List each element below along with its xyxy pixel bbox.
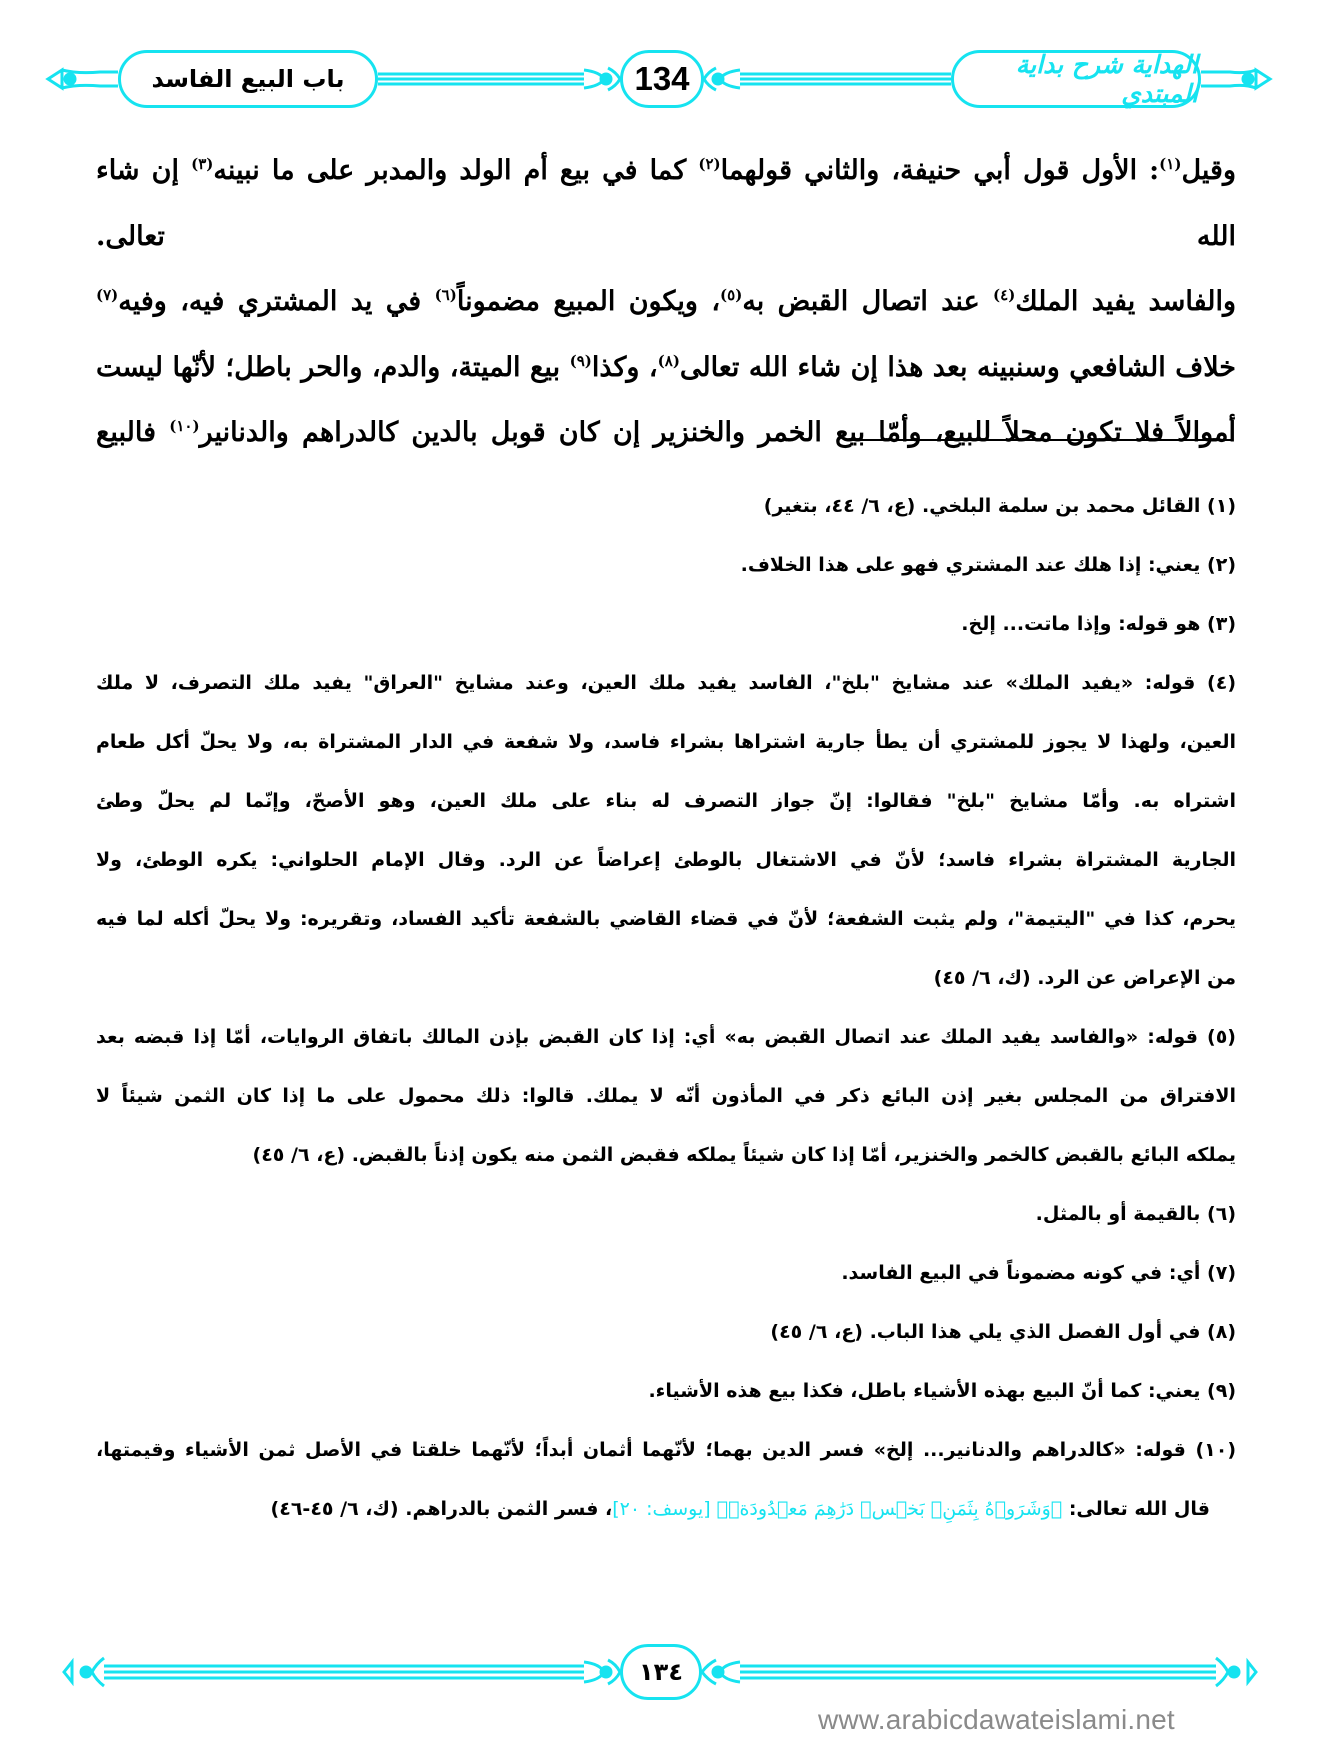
footnote-text: أي: في كونه مضموناً في البيع الفاسد. [841,1262,1201,1284]
page-number: 134 [634,60,690,97]
website-watermark: www.arabicdawateislami.net [818,1704,1175,1735]
footnote-label: قوله: «يفيد الملك» [1005,672,1196,694]
footnote-ref[interactable]: (٨) [657,351,680,370]
footnote-ref[interactable]: (٢) [698,155,721,173]
main-line: خلاف الشافعي وسنبينه بعد هذا إن شاء الله تعالى$^{(٨)}$، وكذا$^{(٩)}$ بيع الميتة، والدم، والحر باطل؛ لأنّها ليست [96,351,1236,383]
chapter-title-badge [118,50,378,108]
footnote-text: القائل محمد بن سلمة البلخي. (ع، ٦/ ٤٤، بتغير) [763,495,1201,517]
footnote-text: يعني: إذا هلك عند المشتري فهو على هذا الخلاف. [740,554,1201,576]
footnote-7 [96,1244,1236,1303]
footnote-ref[interactable]: (٤) [993,286,1016,304]
footnote-line: الافتراق من المجلس بغير إذن البائع ذكر في المأذون أنّه لا يملك. قالوا: ذلك محمول على ما إذا كان الثمن شيئاً لا [96,1085,1236,1107]
footnote-ref[interactable]: (٦) [434,286,457,304]
main-text [96,138,1236,466]
footnote-ref[interactable]: (٩) [569,351,592,370]
right-end-cap-icon [1256,70,1270,88]
footnote-6 [96,1185,1236,1244]
footnote-ref[interactable]: (٧) [96,286,119,304]
main-line: وقيل$^{(١)}$: الأول قول أبي حنيفة، والثاني قولهما$^{(٢)}$ كما في بيع أم الولد والمدبر على ما نبينه$^{(٣)}$ إن شاء الله تعالى. [96,155,1236,252]
footnote-2 [96,536,1236,595]
footnote-line: العين، ولهذا لا يجوز للمشتري أن يطأ جارية اشتراها بشراء فاسد، ولا شفعة في الدار المشتراة به، ولا يحلّ أكل طعام [96,731,1236,753]
footnote-number: (٣) [1207,613,1236,635]
footnote-4 [96,654,1236,1008]
footnote-text: فسر الدين بهما؛ لأنّهما أثمان أبداً؛ لأنّهما خلقتا في الأصل ثمن الأشياء وقيمتها، [96,1439,865,1461]
chapter-title: باب البيع الفاسد [151,65,345,93]
right-end-cap-icon [1248,1662,1256,1682]
footnotes [96,477,1236,1539]
footnote-text: عند مشايخ "بلخ"، الفاسد يفيد ملك العين، وعند مشايخ "العراق" يفيد ملك التصرف، لا ملك [96,672,994,694]
left-end-cap-icon [64,1662,72,1682]
footnote-10 [96,1421,1236,1539]
book-title-badge [951,50,1201,108]
footnote-number: (٩) [1207,1380,1236,1402]
footnote-text: يعني: كما أنّ البيع بهذه الأشياء باطل، فكذا بيع هذه الأشياء. [648,1380,1201,1402]
footnote-line: يحرم، كذا في "اليتيمة"، ولم يثبت الشفعة؛ لأنّ في قضاء القاضي بالشفعة تأكيد الفساد، وتقريره: ولا يحلّ أكله لما فيه [96,908,1236,930]
footnote-text: أي: إذا كان القبض بإذن المالك باتفاق الروايات، أمّا إذا قبضه بعد [96,1026,716,1048]
footnote-ref[interactable]: (٥) [720,286,743,304]
footnote-label: قوله: «والفاسد يفيد الملك عند اتصال القبض به» [724,1026,1198,1048]
page-number-badge [620,50,704,108]
footnote-number: (٥) [1207,1026,1236,1048]
page-header [0,48,1319,108]
footnote-ref[interactable]: (١) [1159,155,1182,173]
footnote-number: (٧) [1207,1262,1236,1284]
footnote-line: الجارية المشتراة بشراء فاسد؛ لأنّ في الاشتغال بالوطئ إعراضاً عن الرد. وقال الإمام الحلواني: يكره الوطئ، ولا [96,849,1236,871]
quran-verse: ﴿وَشَرَوۡهُ بِثَمَنِۢ بَخۡسٖ دَرَٰهِمَ مَعۡدُودَةٖ﴾ [يوسف: ٢٠] [612,1498,1063,1520]
footnote-number: (٤) [1207,672,1236,694]
footnote-text: في أول الفصل الذي يلي هذا الباب. (ع، ٦/ ٤٥) [770,1321,1201,1343]
footnote-text: هو قوله: وإذا ماتت... إلخ. [961,613,1201,635]
footnote-line: قال الله تعالى: ﴿وَشَرَوۡهُ بِثَمَنِۢ بَخۡسٖ دَرَٰهِمَ مَعۡدُودَةٖ﴾ [يوسف: ٢٠]، فسر الثمن بالدراهم. (ك، ٦/ ٤٥-٤٦) [270,1498,1210,1520]
footnote-number: (٦) [1207,1203,1236,1225]
main-line: والفاسد يفيد الملك$^{(٤)}$ عند اتصال القبض به$^{(٥)}$، ويكون المبيع مضموناً$^{(٦)}$ في يد المشتري فيه، وفيه$^{(٧)}$ [96,286,1237,317]
footnote-ref[interactable]: (٣) [191,155,214,173]
footnote-1 [96,477,1236,536]
footnote-8 [96,1303,1236,1362]
footnote-number: (٢) [1207,554,1236,576]
book-title: الهداية شرح بداية المبتدي [1015,50,1198,108]
footnote-label: قوله: «كالدراهم والدنانير... إلخ» [873,1439,1186,1461]
footnote-number: (١) [1207,495,1236,517]
footer-page-number: ١٣٤ [639,1658,683,1686]
footnote-text: بالقيمة أو بالمثل. [1035,1203,1201,1225]
footer-page-number-badge [620,1644,702,1700]
footnote-line: اشتراه به. وأمّا مشايخ "بلخ" فقالوا: إنّ جواز التصرف له بناء على ملك العين، وهو الأصحّ، وإنّما لم يحلّ وطئ [96,790,1236,812]
footnote-3 [96,595,1236,654]
main-line: أموالاً فلا تكون محلاً للبيع، وأمّا بيع الخمر والخنزير إن كان قوبل بالدين كالدراهم والدنانير$^{(١٠)}$ فالبيع [96,417,1236,448]
footnote-number: (١٠) [1195,1439,1237,1461]
footnote-number: (٨) [1207,1321,1236,1343]
footnote-line: من الإعراض عن الرد. (ك، ٦/ ٤٥) [933,967,1236,989]
footnote-divider [846,439,1231,441]
footnote-5 [96,1008,1236,1185]
footnote-line: يملكه البائع بالقبض كالخمر والخنزير، أمّا إذا كان شيئاً يملكه فقبض الثمن منه يكون إذناً بالقبض. (ع، ٦/ ٤٥) [252,1144,1236,1166]
footnote-ref[interactable]: (١٠) [169,417,200,435]
left-end-cap-icon [48,70,62,88]
footnote-9 [96,1362,1236,1421]
